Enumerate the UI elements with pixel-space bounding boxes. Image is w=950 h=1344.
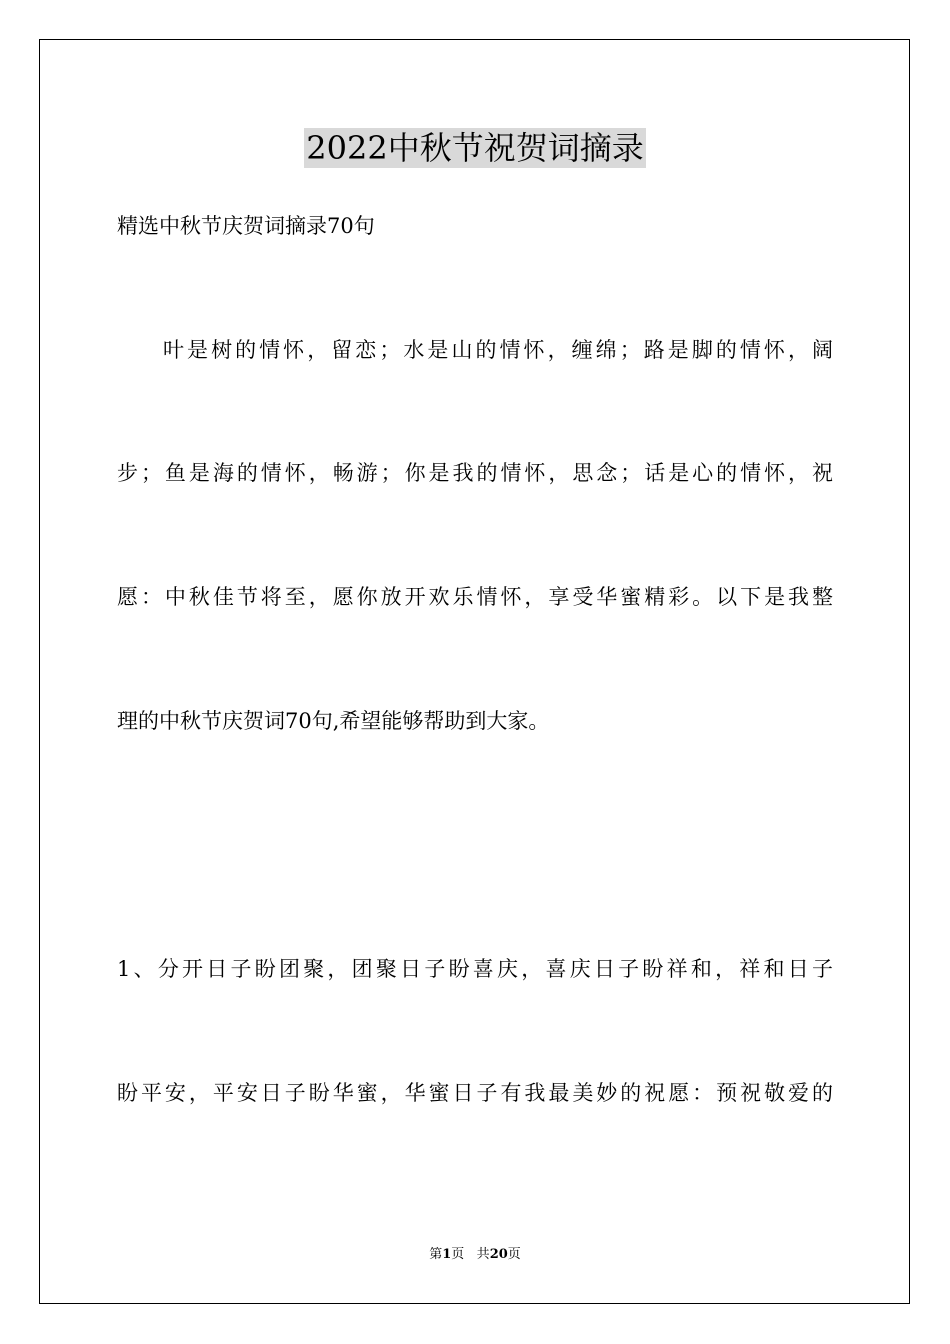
- paragraph-line-1: 叶是树的情怀，留恋；水是山的情怀，缠绵；路是脚的情怀，阔: [163, 338, 833, 362]
- document-title: 2022中秋节祝贺词摘录: [306, 129, 644, 167]
- page-prefix: 第: [429, 1247, 443, 1262]
- total-suffix: 页: [507, 1247, 521, 1262]
- page-suffix: 页: [451, 1247, 465, 1262]
- paragraph-line-3: 愿：中秋佳节将至，愿你放开欢乐情怀，享受华蜜精彩。以下是我整: [117, 585, 833, 609]
- paragraph-line-2: 步；鱼是海的情怀，畅游；你是我的情怀，思念；话是心的情怀，祝: [117, 461, 833, 485]
- title-container: [0, 128, 950, 168]
- list-item-line-2: 盼平安，平安日子盼华蜜，华蜜日子有我最美妙的祝愿：预祝敬爱的: [117, 1081, 833, 1105]
- list-item-line-1: 1、分开日子盼团聚，团聚日子盼喜庆，喜庆日子盼祥和，祥和日子: [117, 957, 833, 981]
- page-number: 1: [442, 1247, 452, 1262]
- total-prefix: 共: [476, 1247, 490, 1262]
- document-subtitle: 精选中秋节庆贺词摘录70句: [117, 214, 375, 238]
- paragraph-line-4: 理的中秋节庆贺词70句,希望能够帮助到大家。: [117, 709, 550, 733]
- page-footer: [0, 1246, 950, 1264]
- total-pages: 20: [489, 1247, 508, 1262]
